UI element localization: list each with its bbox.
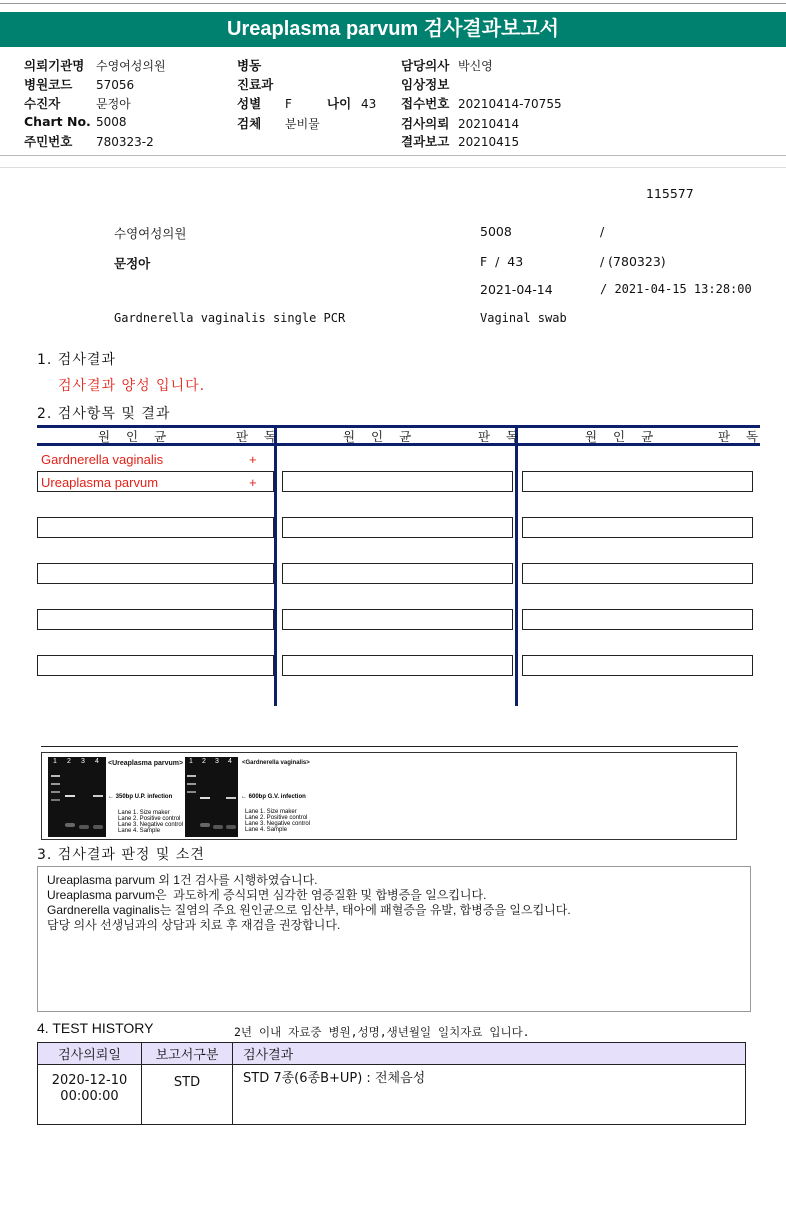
patient-label: 수진자 <box>24 96 61 111</box>
history-date: 2020-12-10 <box>51 1073 128 1088</box>
result-cell <box>522 655 753 676</box>
col1-judge-header: 판 독 <box>236 429 283 444</box>
summary-specimen: Vaginal swab <box>480 311 567 325</box>
summary-sex-age: F / 43 <box>480 254 524 269</box>
gv-lane-legend <box>245 809 310 833</box>
gv-lane-1: 1 <box>189 758 193 765</box>
result-cell <box>522 471 753 492</box>
gv-gel-title: <Gardnerella vaginalis> <box>242 760 310 766</box>
up-legend-4: Lane 4. Sample <box>118 828 161 834</box>
gv-legend-3: Lane 3. Negative control <box>245 821 311 827</box>
resident-no-value: 780323-2 <box>96 135 154 149</box>
summary-test-name: Gardnerella vaginalis single PCR <box>114 311 346 325</box>
sex-label: 성별 <box>237 96 262 111</box>
result-cell <box>37 609 274 630</box>
history-type: STD <box>142 1065 233 1125</box>
result-cell <box>37 655 274 676</box>
report-code: 115577 <box>646 186 694 201</box>
sex-value: F <box>285 97 292 111</box>
result-cell <box>282 517 513 538</box>
hospital-code-label: 병원코드 <box>24 77 73 92</box>
gel-electrophoresis-figure <box>41 752 737 840</box>
up-legend-1: Lane 1. Size maker <box>118 810 170 816</box>
request-date-label: 검사의뢰 <box>401 116 450 131</box>
gv-band-text: 600bp G.V. infection <box>248 794 306 800</box>
section4-note: 2년 이내 자료중 병원,성명,생년월일 일치자료 입니다. <box>234 1025 530 1039</box>
report-title: Ureaplasma parvum 검사결과보고서 <box>0 12 786 47</box>
gv-gel-image <box>185 757 238 837</box>
age-value: 43 <box>361 97 377 111</box>
header-divider <box>0 155 786 156</box>
result-cell <box>282 563 513 584</box>
up-legend-2: Lane 2. Positive control <box>118 816 181 822</box>
result-cell <box>37 563 274 584</box>
history-table <box>37 1042 746 1125</box>
history-col-type: 보고서구분 <box>142 1043 233 1065</box>
history-col-result: 검사결과 <box>233 1043 746 1065</box>
result-1-name: Gardnerella vaginalis <box>41 452 164 467</box>
gv-legend-1: Lane 1. Size maker <box>245 809 297 815</box>
history-time: 00:00:00 <box>60 1089 119 1104</box>
col3-pathogen-header: 원 인 균 <box>585 429 660 444</box>
receipt-no-value: 20210414-70755 <box>458 97 562 111</box>
up-band-text: 350bp U.P. infection <box>115 794 173 800</box>
opinion-box <box>37 866 751 1012</box>
institution-value: 수영여성의원 <box>96 59 166 73</box>
up-lane-3: 3 <box>81 758 85 765</box>
ward-label: 병동 <box>237 58 262 73</box>
up-legend-3: Lane 3. Negative control <box>118 822 184 828</box>
gv-band-label: ← 600bp G.V. infection <box>241 794 306 800</box>
report-date-value: 20210415 <box>458 135 520 149</box>
top-rule <box>0 3 786 4</box>
gel-top-rule <box>41 746 738 747</box>
section1-title: 1. 검사결과 <box>37 352 116 368</box>
result-cell <box>282 609 513 630</box>
dept-label: 진료과 <box>237 77 274 92</box>
chart-no-value: 5008 <box>96 115 127 129</box>
opinion-line-3: Gardnerella vaginalis는 질염의 주요 원인균으로 임산부, 태아에 패혈증을 유발, 합병증을 일으킵니다. <box>47 903 571 917</box>
section3-title: 3. 검사결과 판정 및 소견 <box>37 847 205 863</box>
up-lane-legend <box>118 810 183 834</box>
header-divider-2 <box>0 167 786 168</box>
history-result: STD 7종(6종B+UP) : 전체음성 <box>233 1065 746 1125</box>
table-row <box>38 1065 746 1125</box>
result-1-judge: + <box>249 452 257 467</box>
col2-pathogen-header: 원 인 균 <box>343 429 418 444</box>
result-cell <box>522 609 753 630</box>
result-cell <box>522 517 753 538</box>
request-date-value: 20210414 <box>458 117 520 131</box>
col2-judge-header: 판 독 <box>478 429 525 444</box>
summary-patient: 문정아 <box>114 256 151 271</box>
summary-institution: 수영여성의원 <box>114 226 187 241</box>
section1-result: 검사결과 양성 입니다. <box>58 378 206 394</box>
opinion-line-4: 담당 의사 선생님과의 상담과 치료 후 재검을 권장합니다. <box>47 918 341 932</box>
report-date-label: 결과보고 <box>401 134 450 149</box>
up-band-label: ← 350bp U.P. infection <box>108 794 173 800</box>
doctor-value: 박신영 <box>458 59 493 73</box>
result-cell <box>282 655 513 676</box>
result-2-name: Ureaplasma parvum <box>41 475 159 490</box>
result-cell <box>282 471 513 492</box>
resident-no-label: 주민번호 <box>24 134 73 149</box>
summary-report-datetime: / 2021-04-15 13:28:00 <box>600 282 752 296</box>
institution-label: 의뢰기관명 <box>24 58 85 73</box>
up-lane-2: 2 <box>67 758 71 765</box>
specimen-label: 검체 <box>237 116 262 131</box>
section2-title: 2. 검사항목 및 결과 <box>37 406 171 422</box>
col1-pathogen-header: 원 인 균 <box>98 429 173 444</box>
age-label: 나이 <box>327 96 352 111</box>
result-2-judge: + <box>249 475 257 490</box>
opinion-line-2: Ureaplasma parvum은 과도하게 증식되면 심각한 염증질환 및 합병증을 일으킵니다. <box>47 888 487 902</box>
doctor-label: 담당의사 <box>401 58 450 73</box>
history-date-cell <box>38 1065 142 1125</box>
table-col-divider-1 <box>274 425 277 706</box>
up-lane-1: 1 <box>53 758 57 765</box>
receipt-no-label: 접수번호 <box>401 96 450 111</box>
hospital-code-value: 57056 <box>96 78 135 92</box>
opinion-line-1: Ureaplasma parvum 외 1건 검사를 시행하였습니다. <box>47 873 318 887</box>
up-lane-4: 4 <box>95 758 99 765</box>
patient-value: 문정아 <box>96 97 131 111</box>
gv-legend-4: Lane 4. Sample <box>245 827 288 833</box>
gv-lane-3: 3 <box>215 758 219 765</box>
history-col-date: 검사의뢰일 <box>38 1043 142 1065</box>
section4-title: 4. TEST HISTORY <box>37 1020 154 1036</box>
result-cell <box>37 517 274 538</box>
specimen-value: 분비물 <box>285 117 320 131</box>
up-gel-image <box>48 757 106 837</box>
chart-no-label: Chart No. <box>24 114 91 129</box>
gv-lane-2: 2 <box>202 758 206 765</box>
gv-lane-4: 4 <box>228 758 232 765</box>
table-col-divider-2 <box>515 425 518 706</box>
gv-legend-2: Lane 2. Positive control <box>245 815 308 821</box>
summary-chart: 5008 <box>480 224 512 239</box>
col3-judge-header: 판 독 <box>718 429 765 444</box>
up-gel-title: <Ureaplasma parvum> <box>108 760 184 767</box>
summary-birth: / (780323) <box>600 254 666 269</box>
result-cell <box>522 563 753 584</box>
summary-slash: / <box>600 224 605 239</box>
summary-request-date: 2021-04-14 <box>480 282 553 297</box>
clinical-info-label: 임상정보 <box>401 77 450 92</box>
history-header-row <box>38 1043 746 1065</box>
